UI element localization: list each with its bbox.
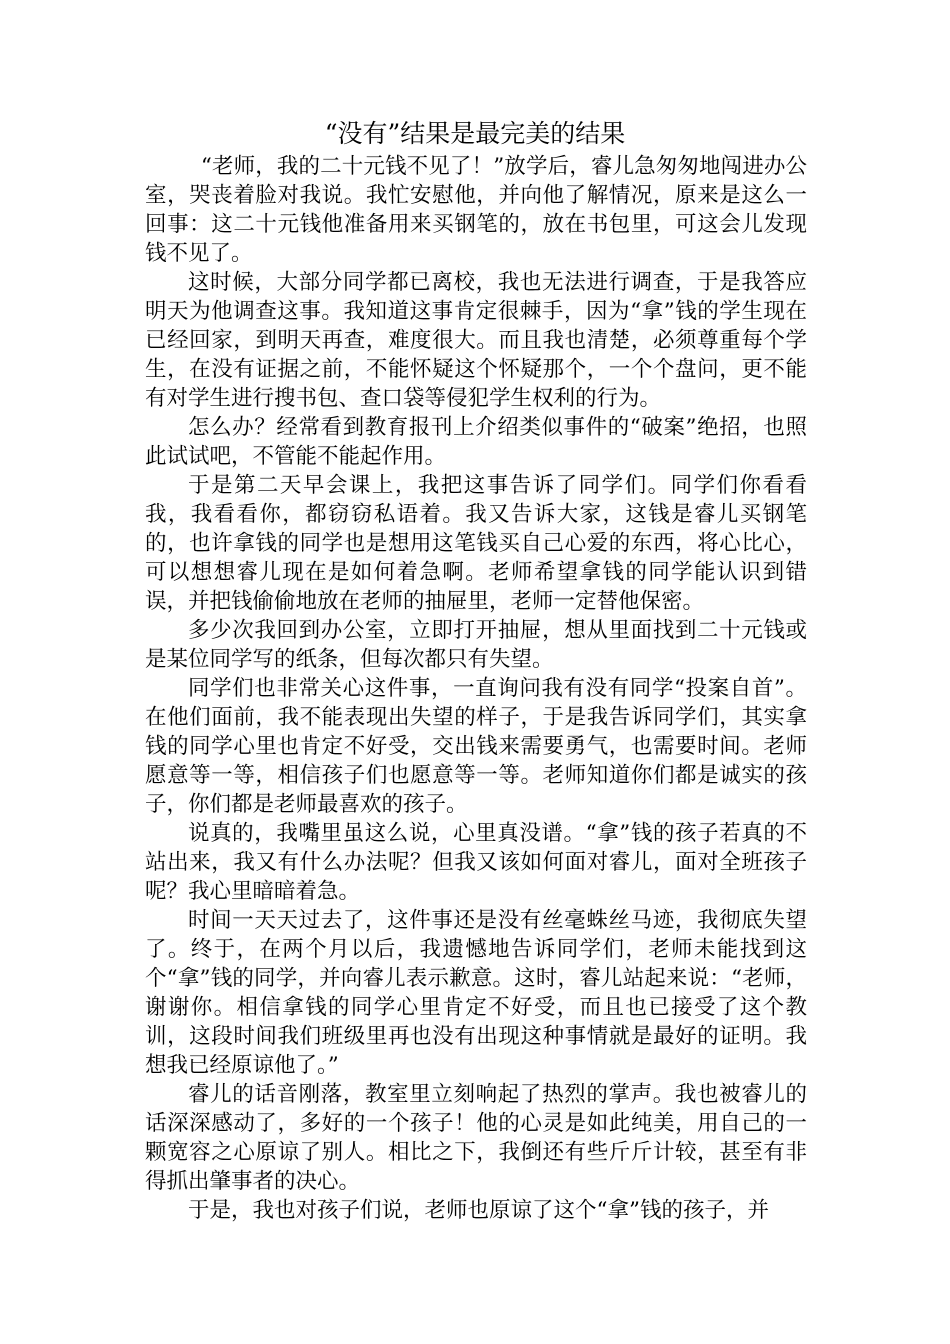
document-title: “没有”结果是最完美的结果 bbox=[324, 119, 626, 148]
paragraph: 于是第二天早会课上，我把这事告诉了同学们。同学们你看看我，我看看你，都窃窃私语着。我又告诉大家，这钱是睿儿买钢笔的，也许拿钱的同学也是想用这笔钱买自己心爱的东西，将心比心，可以想想睿儿现在是如何着急啊。老师希望拿钱的同学能认识到错误，并把钱偷偷地放在老师的抽屉里，老师一定替他保密。 bbox=[145, 473, 807, 614]
paragraph: 多少次我回到办公室，立即打开抽屉，想从里面找到二十元钱或是某位同学写的纸条，但每次都只有失望。 bbox=[145, 618, 807, 672]
paragraph: 说真的，我嘴里虽这么说，心里真没谱。“拿”钱的孩子若真的不站出来，我又有什么办法呢？但我又该如何面对睿儿，面对全班孩子呢？我心里暗暗着急。 bbox=[145, 821, 807, 904]
paragraph: 睿儿的话音刚落，教室里立刻响起了热烈的掌声。我也被睿儿的话深深感动了，多好的一个孩子！他的心灵是如此纯美，用自己的一颗宽容之心原谅了别人。相比之下，我倒还有些斤斤计较，甚至有非得抓出肇事者的决心。 bbox=[145, 1082, 807, 1194]
paragraph: 于是，我也对孩子们说，老师也原谅了这个“拿”钱的孩子，并 bbox=[188, 1198, 769, 1223]
paragraph: “老师，我的二十元钱不见了！”放学后，睿儿急匆匆地闯进办公室，哭丧着脸对我说。我忙安慰他，并向他了解情况，原来是这么一回事：这二十元钱他准备用来买钢笔的，放在书包里，可这会儿发现钱不见了。 bbox=[145, 154, 807, 266]
paragraph: 同学们也非常关心这件事，一直询问我有没有同学“投案自首”。在他们面前，我不能表现出失望的样子，于是我告诉同学们，其实拿钱的同学心里也肯定不好受，交出钱来需要勇气，也需要时间。老师愿意等一等，相信孩子们也愿意等一等。老师知道你们都是诚实的孩子，你们都是老师最喜欢的孩子。 bbox=[145, 676, 807, 817]
paragraph: 时间一天天过去了，这件事还是没有丝毫蛛丝马迹，我彻底失望了。终于，在两个月以后，我遗憾地告诉同学们，老师未能找到这个“拿”钱的同学，并向睿儿表示歉意。这时，睿儿站起来说：“老师，谢谢你。相信拿钱的同学心里肯定不好受，而且也已接受了这个教训，这段时间我们班级里再也没有出现这种事情就是最好的证明。我想我已经原谅他了。” bbox=[145, 908, 807, 1078]
paragraph: 怎么办？经常看到教育报刊上介绍类似事件的“破案”绝招，也照此试试吧，不管能不能起作用。 bbox=[145, 415, 807, 469]
paragraph: 这时候，大部分同学都已离校，我也无法进行调查，于是我答应明天为他调查这事。我知道这事肯定很棘手，因为“拿”钱的学生现在已经回家，到明天再查，难度很大。而且我也清楚，必须尊重每个学生，在没有证据之前，不能怀疑这个怀疑那个，一个个盘问，更不能有对学生进行搜书包、查口袋等侵犯学生权利的行为。 bbox=[145, 270, 807, 411]
document-body bbox=[145, 152, 807, 1225]
